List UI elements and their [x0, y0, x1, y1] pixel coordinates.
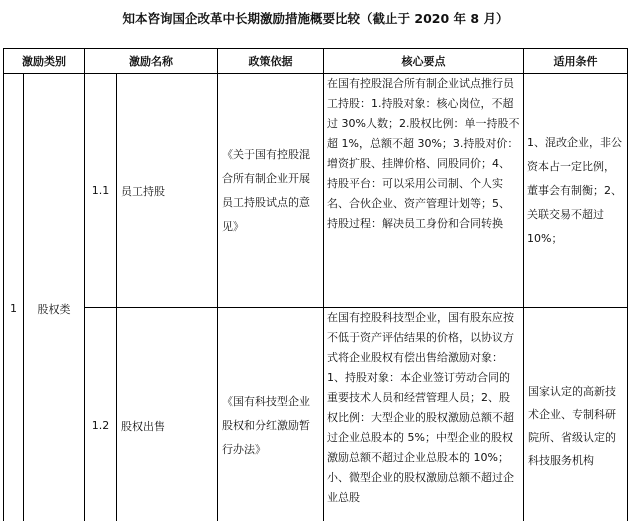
table-header-row	[4, 49, 628, 74]
group-index: 1	[4, 74, 24, 521]
row-name: 股权出售	[117, 308, 218, 521]
document-title: 知本咨询国企改革中长期激励措施概要比较（截止于 2020 年 8 月）	[122, 11, 509, 26]
comparison-table	[3, 48, 628, 521]
header-category: 激励类别	[4, 49, 85, 74]
header-conditions: 适用条件	[524, 49, 628, 74]
row-points: 在国有控股混合所有制企业试点推行员工持股：1.持股对象：核心岗位，不超过 30%人数；2.股权比例：单一持股不超 1%，总额不超 30%；3.持股对价：增资扩股、挂牌价格、同股同价；4、持股平台：可以采用公司制、个人实名、合伙企业、资产管理计划等；5、持股过程：解决员工身份和合同转换	[324, 74, 524, 308]
row-conditions: 1、混改企业，非公资本占一定比例，董事会有制衡；2、关联交易不超过 10%；	[524, 74, 628, 308]
table-row	[4, 74, 628, 308]
row-policy: 《关于国有控股混合所有制企业开展员工持股试点的意见》	[218, 74, 324, 308]
header-name: 激励名称	[85, 49, 218, 74]
row-number: 1.2	[85, 308, 117, 521]
row-number: 1.1	[85, 74, 117, 308]
row-name: 员工持股	[117, 74, 218, 308]
table-row	[4, 308, 628, 521]
row-policy: 《国有科技型企业股权和分红激励暂行办法》	[218, 308, 324, 521]
header-points: 核心要点	[324, 49, 524, 74]
row-points: 在国有控股科技型企业，国有股东应按不低于资产评估结果的价格，以协议方式将企业股权有偿出售给激励对象：1、持股对象：本企业签订劳动合同的重要技术人员和经营管理人员；2、股权比例：大型企业的股权激励总额不超过企业总股本的 5%；中型企业的股权激励总额不超过企业总股本的 10%；小、微型企业的股权激励总额不超过企业总股	[324, 308, 524, 521]
group-category: 股权类	[24, 74, 85, 521]
header-policy: 政策依据	[218, 49, 324, 74]
row-conditions: 国家认定的高新技术企业、专制科研院所、省级认定的科技服务机构	[524, 308, 628, 521]
